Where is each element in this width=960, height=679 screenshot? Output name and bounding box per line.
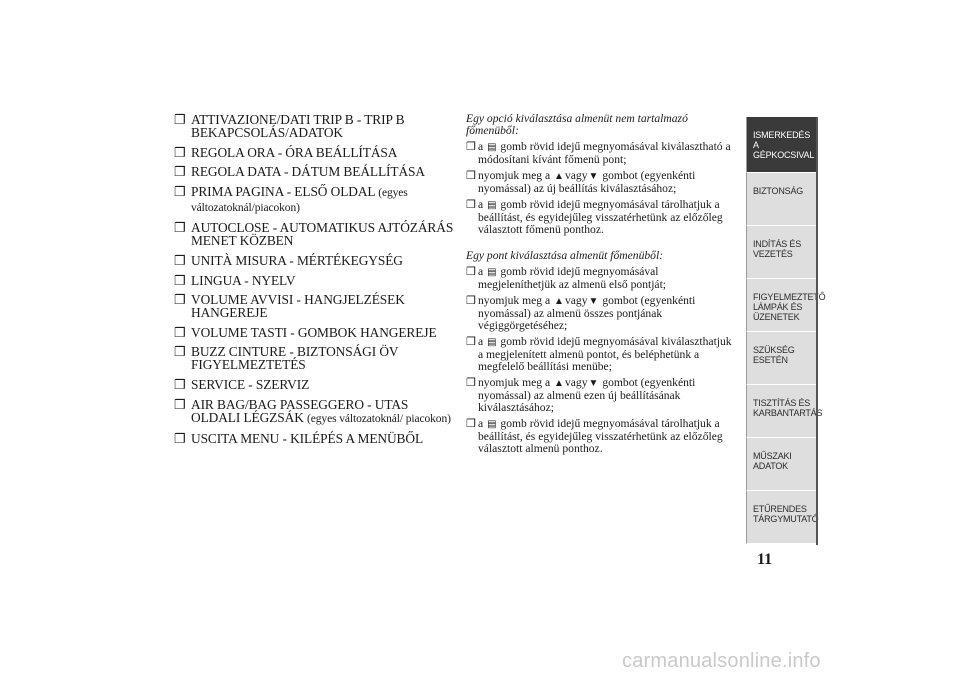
instruction-post: gomb rövid idejű megnyomásával tárolhatjuk a beállítást, és egyidejűleg visszatérhetünk az előzőleg választott almenü ponthoz.: [478, 417, 723, 455]
instruction-post: gomb rövid idejű megnyomásával kiválasztható a módosítani kívánt főmenü pont;: [478, 140, 731, 166]
instruction-pre: a: [478, 140, 484, 153]
checkbox-bullet-icon: ❒: [174, 220, 186, 236]
chapter-tab-label: ISMERKEDÉS A GÉPKOCSIVAL: [753, 130, 815, 160]
instruction-item: [466, 377, 738, 414]
instruction-item: [466, 336, 738, 373]
menu-item: [174, 398, 456, 426]
instruction-item: [466, 141, 738, 166]
checkbox-bullet-icon: ❒: [174, 112, 186, 127]
page-number: 11: [757, 551, 773, 568]
chapter-tab-label: FIGYELMEZTETŐ LÁMPÁK ÉS ÜZENETEK: [753, 292, 826, 322]
chapter-tab[interactable]: [746, 438, 818, 491]
menu-item-text: REGOLA ORA - ÓRA BEÁLLÍTÁSA: [191, 144, 398, 160]
instruction-pre: a: [478, 198, 484, 211]
left-menu-list: [174, 113, 456, 452]
or-text: vagy: [564, 169, 588, 182]
chapter-tab-label: INDÍTÁS ÉS VEZETÉS: [753, 239, 802, 259]
instruction-pre: nyomjuk meg a: [478, 169, 551, 182]
menu-item: [174, 254, 456, 267]
menu-item-note: (egyes változatoknál/ piacokon): [307, 412, 451, 425]
down-button-icon: ▼: [588, 171, 599, 182]
up-button-icon: ▲: [554, 378, 564, 389]
set-button-icon: ▤: [487, 267, 497, 278]
checkbox-bullet-icon: ❒: [174, 376, 186, 392]
menu-item-text: UNITÀ MISURA - MÉRTÉKEGYSÉG: [191, 252, 403, 268]
instruction-item: [466, 199, 738, 236]
menu-item-text: SERVICE - SZERVIZ: [191, 376, 310, 392]
checkbox-bullet-icon: ❒: [466, 141, 476, 153]
checkbox-bullet-icon: ❒: [466, 199, 476, 211]
checkbox-bullet-icon: ❒: [466, 418, 476, 430]
menu-item-text: ATTIVAZIONE/DATI TRIP B - TRIP B BEKAPCSOLÁS/ADATOK: [191, 112, 405, 140]
checkbox-bullet-icon: ❒: [466, 336, 476, 348]
checkbox-bullet-icon: ❒: [174, 164, 186, 180]
checkbox-bullet-icon: ❒: [174, 324, 186, 340]
chapter-tab[interactable]: [746, 279, 826, 332]
instruction-post: gomb rövid idejű megnyomásával tárolhatjuk a beállítást, és egyidejűleg visszatérhetünk az előzőleg választott főmenü ponthoz.: [478, 198, 723, 236]
checkbox-bullet-icon: ❒: [466, 295, 476, 307]
instruction-post: gomb rövid idejű megnyomásával megjeleníthetjük az almenü első pontját;: [478, 265, 667, 291]
checkbox-bullet-icon: ❒: [466, 266, 476, 278]
checkbox-bullet-icon: ❒: [174, 272, 186, 288]
chapter-tab[interactable]: [746, 117, 818, 173]
menu-item: [174, 113, 456, 139]
set-button-icon: ▤: [487, 419, 497, 430]
instruction-post: gomb rövid idejű megnyomásával kiválaszthatjuk a megjelenített almenü pontot, és beléphetünk a megfelelő beállítási menübe;: [478, 335, 732, 373]
chapter-tab[interactable]: [746, 491, 818, 544]
instruction-pre: a: [478, 265, 484, 278]
chapter-tab-label: TISZTÍTÁS ÉS KARBANTARTÁS: [753, 398, 823, 418]
chapter-tab[interactable]: [746, 332, 818, 385]
set-button-icon: ▤: [487, 337, 497, 348]
instruction-post: gombot (egyenkénti nyomással) az almenü ezen új beállításának kiválasztásához;: [478, 376, 696, 414]
menu-item: [174, 274, 456, 287]
checkbox-bullet-icon: ❒: [174, 344, 186, 360]
menu-item: [174, 185, 456, 215]
menu-item-text: VOLUME TASTI - GOMBOK HANGEREJE: [191, 324, 437, 340]
menu-item-text: AUTOCLOSE - AUTOMATIKUS AJTÓZÁRÁS MENET KÖZBEN: [191, 220, 454, 249]
chapter-tab[interactable]: [746, 226, 818, 279]
section-title: Egy opció kiválasztása almenüt nem tartalmazó főmenüből:: [466, 112, 688, 137]
checkbox-bullet-icon: ❒: [174, 292, 186, 308]
menu-item: [174, 432, 456, 445]
checkbox-bullet-icon: ❒: [174, 144, 186, 160]
instruction-post: gombot (egyenkénti nyomással) az új beállítás kiválasztásához;: [478, 169, 696, 195]
menu-item-note: (egyes változatoknál/piacokon): [191, 186, 408, 214]
menu-item-text: PRIMA PAGINA - ELSŐ OLDAL: [191, 183, 375, 199]
menu-item: [174, 293, 456, 319]
instruction-pre: a: [478, 417, 484, 430]
chapter-tab-label: SZÜKSÉG ESETÉN: [753, 345, 795, 365]
chapter-tab-label: MŰSZAKI ADATOK: [753, 451, 792, 471]
menu-item-text: REGOLA DATA - DÁTUM BEÁLLÍTÁSA: [191, 164, 425, 180]
checkbox-bullet-icon: ❒: [466, 170, 476, 182]
or-text: vagy: [564, 376, 588, 389]
menu-item-text: BUZZ CINTURE - BIZTONSÁGI ÖV FIGYELMEZTETÉS: [191, 344, 399, 373]
up-button-icon: ▲: [554, 171, 564, 182]
chapter-tabs: [746, 117, 826, 544]
down-button-icon: ▼: [588, 378, 599, 389]
instruction-post: gombot (egyenkénti nyomással) az almenü összes pontjának végiggörgetéséhez;: [478, 294, 696, 332]
checkbox-bullet-icon: ❒: [174, 183, 186, 199]
checkbox-bullet-icon: ❒: [174, 252, 186, 268]
menu-item: [174, 165, 456, 178]
checkbox-bullet-icon: ❒: [174, 396, 186, 412]
instruction-item: [466, 295, 738, 332]
menu-item: [174, 146, 456, 159]
chapter-tab[interactable]: [746, 173, 818, 226]
chapter-tab-label: BIZTONSÁG: [753, 186, 804, 196]
instruction-item: [466, 418, 738, 455]
menu-item: [174, 378, 456, 391]
instruction-pre: nyomjuk meg a: [478, 376, 551, 389]
menu-item-text: VOLUME AVVISI - HANGJELZÉSEK HANGEREJE: [191, 292, 405, 321]
checkbox-bullet-icon: ❒: [466, 377, 476, 389]
instruction-pre: nyomjuk meg a: [478, 294, 551, 307]
instruction-item: [466, 170, 738, 195]
menu-item: [174, 345, 456, 371]
instruction-item: [466, 266, 738, 291]
menu-item-text: LINGUA - NYELV: [191, 272, 296, 288]
up-button-icon: ▲: [554, 296, 564, 307]
down-button-icon: ▼: [588, 296, 599, 307]
menu-item-text: USCITA MENU - KILÉPÉS A MENÜBŐL: [191, 431, 424, 447]
menu-item: [174, 326, 456, 339]
set-button-icon: ▤: [487, 142, 497, 153]
checkbox-bullet-icon: ❒: [174, 431, 186, 447]
set-button-icon: ▤: [487, 200, 497, 211]
watermark: carmanualsonline.info: [622, 650, 821, 672]
or-text: vagy: [564, 294, 588, 307]
menu-item-text: AIR BAG/BAG PASSEGGERO - UTAS OLDALI LÉGZSÁK: [191, 396, 409, 425]
chapter-tab[interactable]: [746, 385, 823, 438]
right-instructions: [466, 113, 738, 459]
instruction-pre: a: [478, 335, 484, 348]
menu-item: [174, 221, 456, 247]
chapter-tab-label: ETŰRENDES TÁRGYMUTATÓ: [753, 504, 819, 524]
section-title: Egy pont kiválasztása almenüt főmenüből:: [466, 249, 664, 262]
